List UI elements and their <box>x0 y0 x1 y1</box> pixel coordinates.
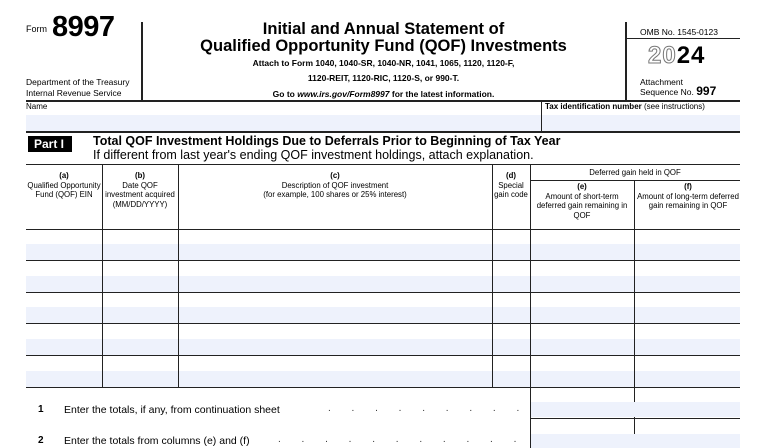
row-1-col-f-input[interactable] <box>636 232 738 258</box>
form-title-line2: Qualified Opportunity Fund (QOF) Investments <box>200 37 567 55</box>
form-title-line1: Initial and Annual Statement of <box>262 20 505 38</box>
line-1-rule <box>530 418 740 419</box>
department-name: Department of the Treasury <box>26 77 130 87</box>
col-f-header: (f) Amount of long-term deferred gain remaining in QOF <box>637 182 739 211</box>
line-2-col-e-input[interactable] <box>532 420 632 448</box>
row-1-rule <box>26 260 740 261</box>
row-4-col-a-input[interactable] <box>28 326 100 353</box>
row-5-col-a-input[interactable] <box>28 358 100 385</box>
attach-line1: Attach to Form 1040, 1040-SR, 1040-NR, 1041, 1065, 1120, 1120-F, <box>252 58 515 68</box>
row-1-col-c-input[interactable] <box>180 232 490 258</box>
row-2-col-a-input[interactable] <box>28 263 100 290</box>
row-2-rule <box>26 292 740 293</box>
attach-line2: 1120-REIT, 1120-RIC, 1120-S, or 990-T. <box>307 73 460 83</box>
part1-subtitle: If different from last year's ending QOF investment holdings, attach explanation. <box>93 148 534 162</box>
row-1-col-d-input[interactable] <box>494 232 528 258</box>
row-3-col-e-input[interactable] <box>532 295 632 321</box>
row-3-col-b-input[interactable] <box>104 295 176 321</box>
col-a-header: (a) Qualified Opportunity Fund (QOF) EIN <box>27 171 101 200</box>
part1-badge: Part I <box>28 136 72 152</box>
identity-bottom-rule <box>26 131 740 133</box>
row-5-rule <box>26 387 740 388</box>
row-5-col-e-input[interactable] <box>532 358 632 385</box>
tax-year: 2024 <box>648 42 706 69</box>
attachment-sequence: Attachment Sequence No. 997 <box>640 77 717 98</box>
row-2-col-b-input[interactable] <box>104 263 176 290</box>
line-1-col-e-input[interactable] <box>532 389 632 417</box>
group-header-rule <box>530 180 740 181</box>
tin-input[interactable] <box>544 115 738 131</box>
row-5-col-b-input[interactable] <box>104 358 176 385</box>
row-1-col-e-input[interactable] <box>532 232 632 258</box>
col-divider-ab <box>102 165 103 388</box>
goto-instructions: Go to www.irs.gov/Form8997 for the latest information. <box>272 89 495 99</box>
line-1-text: Enter the totals, if any, from continuation sheet <box>64 404 280 416</box>
row-3-col-c-input[interactable] <box>180 295 490 321</box>
row-4-col-f-input[interactable] <box>636 326 738 353</box>
row-4-rule <box>26 355 740 356</box>
tin-label: Tax identification number (see instructions) <box>545 102 705 111</box>
row-2-col-f-input[interactable] <box>636 263 738 290</box>
col-divider-cd <box>492 165 493 388</box>
row-3-rule <box>26 323 740 324</box>
omb-rule <box>626 38 740 39</box>
part1-title: Total QOF Investment Holdings Due to Deferrals Prior to Beginning of Tax Year <box>93 134 561 148</box>
row-1-col-a-input[interactable] <box>28 232 100 258</box>
group-header-deferred-gain: Deferred gain held in QOF <box>589 168 681 177</box>
row-3-col-a-input[interactable] <box>28 295 100 321</box>
name-label: Name <box>26 102 48 111</box>
line-1-col-f-input[interactable] <box>636 389 738 417</box>
row-3-col-f-input[interactable] <box>636 295 738 321</box>
row-1-col-b-input[interactable] <box>104 232 176 258</box>
agency-name: Internal Revenue Service <box>26 88 122 98</box>
table-header-bottom-rule <box>26 229 740 230</box>
line-1-dots: . . . . . . . . . <box>328 403 529 414</box>
col-d-header: (d) Special gain code <box>494 171 528 200</box>
row-5-col-f-input[interactable] <box>636 358 738 385</box>
line-2-col-f-input[interactable] <box>636 420 738 448</box>
col-e-header: (e) Amount of short-term deferred gain remaining in QOF <box>536 182 628 220</box>
row-4-col-e-input[interactable] <box>532 326 632 353</box>
name-input[interactable] <box>28 115 538 131</box>
col-divider-bc <box>178 165 179 388</box>
line-2-text: Enter the totals from columns (e) and (f) <box>64 435 250 447</box>
col-b-header: (b) Date QOF investment acquired (MM/DD/YYYY) <box>105 171 175 209</box>
col-c-header: (c) Description of QOF investment (for example, 100 shares or 25% interest) <box>263 171 407 200</box>
irs-link[interactable]: www.irs.gov/Form8997 <box>297 89 390 99</box>
omb-number: OMB No. 1545-0123 <box>640 27 718 37</box>
row-5-col-c-input[interactable] <box>180 358 490 385</box>
line-2-dots: . . . . . . . . . . . <box>278 434 526 445</box>
row-4-col-b-input[interactable] <box>104 326 176 353</box>
header-divider-right <box>625 22 627 101</box>
row-4-col-d-input[interactable] <box>494 326 528 353</box>
row-5-col-d-input[interactable] <box>494 358 528 385</box>
row-2-col-c-input[interactable] <box>180 263 490 290</box>
sequence-number: 997 <box>696 84 717 98</box>
row-2-col-e-input[interactable] <box>532 263 632 290</box>
form-label: Form <box>26 24 47 34</box>
part1-rule <box>26 164 740 165</box>
form-number: 8997 <box>52 11 115 43</box>
row-2-col-d-input[interactable] <box>494 263 528 290</box>
row-3-col-d-input[interactable] <box>494 295 528 321</box>
row-4-col-c-input[interactable] <box>180 326 490 353</box>
